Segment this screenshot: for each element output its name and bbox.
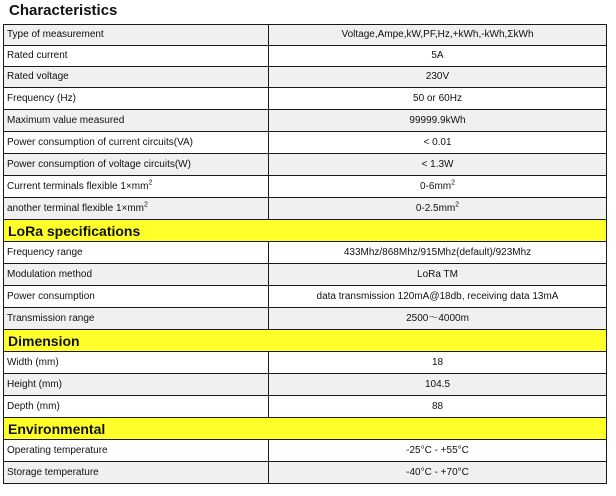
row-value: -25°C - +55°C [269,440,607,462]
table-row [4,264,607,286]
section-header-dimension [4,330,607,352]
table-row [4,286,607,308]
section-heading: Environmental [4,418,607,440]
row-label: another terminal flexible $1\times mm^2$ [4,198,269,220]
row-value: < 1.3W [269,154,607,176]
row-label: Rated voltage [4,67,269,88]
row-value: LoRa TM [269,264,607,286]
row-label: Operating temperature [4,440,269,462]
superscript: 2 [148,179,153,187]
row-value: $0-6mm^2$ [269,176,607,198]
row-value: 104.5 [269,374,607,396]
table-row [4,46,607,67]
table-row [4,176,607,198]
row-label: Type of measurement [4,25,269,46]
row-label: Width (mm) [4,352,269,374]
table-row [4,198,607,220]
row-value: 18 [269,352,607,374]
section-heading: LoRa specifications [4,220,607,242]
specifications-table [3,24,607,484]
row-value: 88 [269,396,607,418]
table-row [4,396,607,418]
row-label: Power consumption [4,286,269,308]
row-value: < 0.01 [269,132,607,154]
section-header-lora [4,220,607,242]
table-row [4,67,607,88]
superscript: 2 [144,201,148,209]
row-value: 230V [269,67,607,88]
row-label: Modulation method [4,264,269,286]
row-label: Storage temperature [4,462,269,484]
row-label: Frequency (Hz) [4,88,269,110]
table-row [4,374,607,396]
table-row [4,25,607,46]
table-row [4,308,607,330]
table-row [4,110,607,132]
table-row [4,462,607,484]
row-label: Power consumption of current circuits(VA) [4,132,269,154]
superscript: 2 [455,201,460,209]
table-row [4,154,607,176]
row-value: 99999.9kWh [269,110,607,132]
row-label: Transmission range [4,308,269,330]
row-value: $0-2.5mm^2$ [269,198,607,220]
row-label: Height (mm) [4,374,269,396]
row-value: 50 or 60Hz [269,88,607,110]
row-value: Voltage,Ampe,kW,PF,Hz,+kWh,-kWh,ΣkWh [269,25,607,46]
superscript: 2 [451,179,456,187]
section-header-environmental [4,418,607,440]
table-row [4,352,607,374]
row-label: Maximum value measured [4,110,269,132]
table-row [4,440,607,462]
row-value: -40°C - +70°C [269,462,607,484]
row-label: Current terminals flexible $1\times mm^2$ [4,176,269,198]
row-label: Depth (mm) [4,396,269,418]
table-row [4,88,607,110]
table-row [4,132,607,154]
row-value: 5A [269,46,607,67]
row-label: Power consumption of voltage circuits(W) [4,154,269,176]
row-value: data transmission 120mA@18db, receiving data 13mA [269,286,607,308]
row-label: Rated current [4,46,269,67]
page-title: Characteristics [9,2,118,19]
row-label: Frequency range [4,242,269,264]
row-value: 433Mhz/868Mhz/915Mhz(default)/923Mhz [269,242,607,264]
row-value: 2500～4000m [269,308,607,330]
section-heading: Dimension [4,330,607,352]
table-row [4,242,607,264]
